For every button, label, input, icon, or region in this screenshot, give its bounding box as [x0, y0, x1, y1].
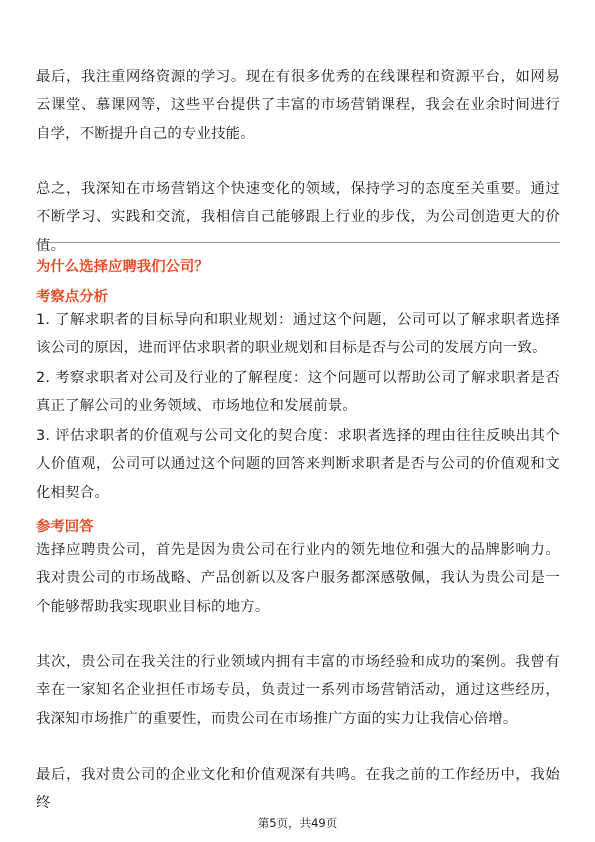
analysis-item-3: 3. 评估求职者的价值观与公司文化的契合度：求职者选择的理由往往反映出其个人价值观，公司可以通过这个问题的回答来判断求职者是否与公司的价值观和文化相契合。: [36, 428, 560, 501]
paragraph-summary: 总之，我深知在市场营销这个快速变化的领域，保持学习的态度至关重要。通过不断学习、实践和交流，我相信自己能够跟上行业的步伐，为公司创造更大的价值。: [36, 181, 560, 254]
paragraph-network-learning: 最后，我注重网络资源的学习。现在有很多优秀的在线课程和资源平台，如网易云课堂、慕课网等，这些平台提供了丰富的市场营销课程，我会在业余时间进行自学，不断提升自己的专业技能。: [36, 69, 560, 142]
analysis-heading: 考察点分析: [36, 289, 108, 305]
reference-heading: 参考回答: [36, 519, 94, 535]
question-title: 为什么选择应聘我们公司？: [36, 259, 209, 275]
section-divider: [36, 242, 560, 243]
answer-paragraph-2: 其次，贵公司在我关注的行业领域内拥有丰富的市场经验和成功的案例。我曾有幸在一家知名企业担任市场专员，负责过一系列市场营销活动，通过这些经历，我深知市场推广的重要性，而贵公司在市场推广方面的实力让我信心倍增。: [36, 654, 560, 727]
analysis-item-2: 2. 考察求职者对公司及行业的了解程度：这个问题可以帮助公司了解求职者是否真正了解公司的业务领域、市场地位和发展前景。: [36, 370, 560, 415]
analysis-item-1: 1. 了解求职者的目标导向和职业规划：通过这个问题，公司可以了解求职者选择该公司的原因，进而评估求职者的职业规划和目标是否与公司的发展方向一致。: [36, 312, 560, 357]
answer-paragraph-3: 最后，我对贵公司的企业文化和价值观深有共鸣。在我之前的工作经历中，我始终: [36, 767, 560, 812]
answer-paragraph-1: 选择应聘贵公司，首先是因为贵公司在行业内的领先地位和强大的品牌影响力。我对贵公司的市场战略、产品创新以及客户服务都深感敬佩，我认为贵公司是一个能够帮助我实现职业目标的地方。: [36, 542, 560, 615]
page-indicator: 第5页，共49页: [257, 816, 338, 830]
